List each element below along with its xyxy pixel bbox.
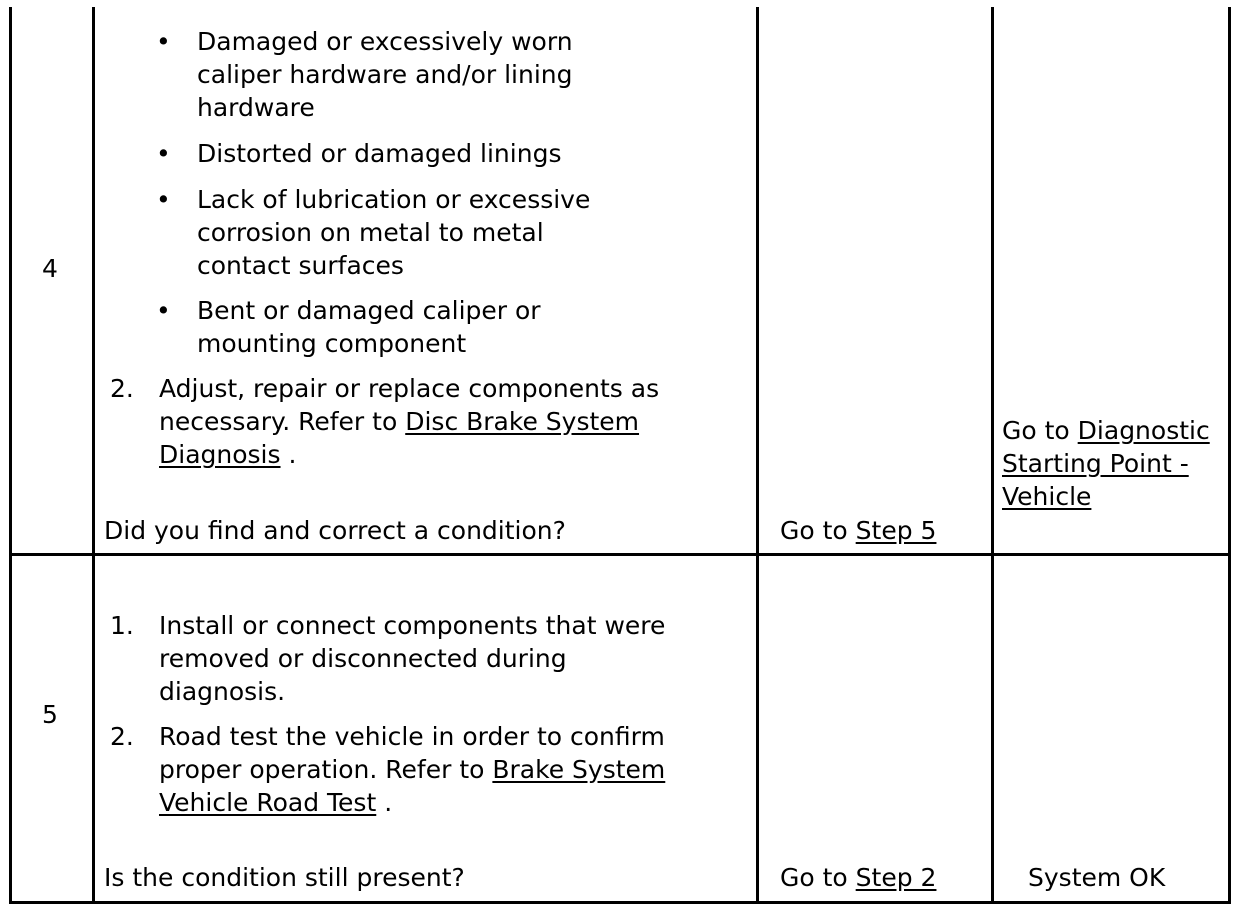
table-border-bottom (9, 901, 1231, 904)
table-divider-step-col (92, 7, 95, 904)
list-item: • Damaged or excessively worn caliper hardware and/or lining hardware (197, 25, 637, 137)
yes-action: Go to Step 2 (780, 863, 937, 892)
list-item: • Lack of lubrication or excessive corrosion on metal to metal contact surfaces (197, 183, 637, 294)
action-steps-list (110, 372, 699, 471)
table-divider-action-col (756, 7, 759, 904)
table-row-divider (9, 553, 1231, 556)
table-divider-yes-col (991, 7, 994, 904)
list-item: • Distorted or damaged linings (197, 137, 637, 183)
table-border-left (9, 7, 12, 904)
question-text: Did you find and correct a condition? (104, 516, 566, 545)
step-number: 5 (42, 700, 58, 729)
list-item: • Bent or damaged caliper or mounting component (197, 294, 637, 372)
yes-action: Go to Step 5 (780, 516, 937, 545)
list-item: 2. Adjust, repair or replace components as necessary. Refer to Disc Brake System Diagnosis . (110, 374, 660, 469)
step-number: 4 (42, 254, 58, 283)
list-item: 1. Install or connect components that were removed or disconnected during diagnosis. (110, 611, 666, 706)
condition-bullet-list (197, 25, 637, 372)
question-text: Is the condition still present? (104, 863, 465, 892)
go-to-step-5-link[interactable]: Step 5 (855, 516, 937, 545)
diagnostic-starting-point-link[interactable]: Diagnostic Starting Point - Vehicle (1002, 416, 1210, 511)
go-to-step-2-link[interactable]: Step 2 (855, 863, 937, 892)
no-action: System OK (1028, 863, 1166, 892)
disc-brake-diagnosis-link[interactable]: Disc Brake System Diagnosis (159, 407, 640, 469)
action-steps-list (110, 609, 699, 819)
no-action: Go to Diagnostic Starting Point - Vehicle (1002, 416, 1210, 511)
road-test-link[interactable]: Brake System Vehicle Road Test (159, 755, 666, 817)
list-item: 2. Road test the vehicle in order to confirm proper operation. Refer to Brake System Vehicle Road Test . (110, 722, 666, 817)
table-border-right (1228, 7, 1231, 904)
